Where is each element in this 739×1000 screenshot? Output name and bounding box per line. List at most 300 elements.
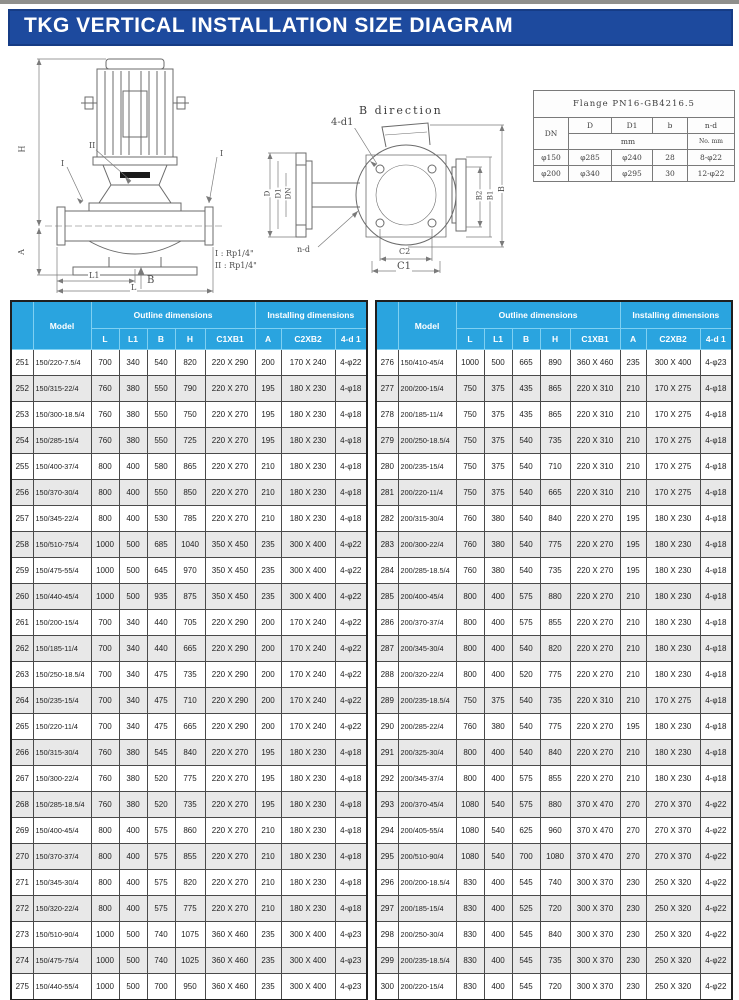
cell: 750 <box>456 480 484 506</box>
cell: 220 X 270 <box>205 896 255 922</box>
cell: 665 <box>175 714 205 740</box>
table-row <box>11 688 367 714</box>
cell: 210 <box>255 454 281 480</box>
cell: 1000 <box>91 584 119 610</box>
cell: 500 <box>119 532 147 558</box>
cell: 300 X 400 <box>646 350 700 376</box>
cell: 280 <box>376 454 398 480</box>
cell: 200/235-18.5/4 <box>398 688 456 714</box>
cell: 200/315-30/4 <box>398 506 456 532</box>
cell: 290 <box>376 714 398 740</box>
cell: 440 <box>147 610 175 636</box>
cell: 400 <box>484 740 512 766</box>
cell: 180 X 230 <box>646 532 700 558</box>
cell: 340 <box>119 636 147 662</box>
cell: 210 <box>620 480 646 506</box>
table-row <box>11 792 367 818</box>
cell: 252 <box>11 376 33 402</box>
cell: 880 <box>540 584 570 610</box>
cell: 210 <box>620 662 646 688</box>
header-row <box>376 301 732 329</box>
cell: 700 <box>91 662 119 688</box>
cell: 256 <box>11 480 33 506</box>
cell: 150/475-75/4 <box>33 948 91 974</box>
cell: 4-φ18 <box>335 896 367 922</box>
table-row <box>376 610 732 636</box>
table-row <box>376 948 732 974</box>
cell: 300 X 370 <box>570 870 620 896</box>
b-direction-drawing <box>258 95 508 285</box>
cell: 220 X 290 <box>205 714 255 740</box>
cell: 220 X 270 <box>205 428 255 454</box>
cell: 200/220-11/4 <box>398 480 456 506</box>
cell: 380 <box>119 376 147 402</box>
cell: 1040 <box>175 532 205 558</box>
dim-label-b2: B2 <box>475 190 484 201</box>
table-row <box>376 402 732 428</box>
cell: 710 <box>540 454 570 480</box>
table-row <box>11 740 367 766</box>
cell: 235 <box>255 558 281 584</box>
cell: 435 <box>512 376 540 402</box>
cell: 760 <box>456 506 484 532</box>
cell: 760 <box>91 376 119 402</box>
col-l1: L1 <box>119 329 147 350</box>
cell: 1000 <box>91 922 119 948</box>
cell: 400 <box>484 948 512 974</box>
cell: 4-φ22 <box>700 922 732 948</box>
cell: 4-φ22 <box>335 350 367 376</box>
cell: 4-φ18 <box>700 532 732 558</box>
col-l: L <box>91 329 119 350</box>
cell: 735 <box>540 558 570 584</box>
cell: 700 <box>91 636 119 662</box>
cell: 800 <box>456 610 484 636</box>
cell: 4-φ22 <box>335 558 367 584</box>
cell: 180 X 230 <box>281 506 335 532</box>
table-row <box>11 844 367 870</box>
cell: 270 X 370 <box>646 818 700 844</box>
cell: 785 <box>175 506 205 532</box>
table-row <box>534 118 735 134</box>
cell: 200/325-30/4 <box>398 740 456 766</box>
col-header-dn: DN <box>534 118 569 150</box>
cell: 740 <box>147 922 175 948</box>
dim-label-d: D <box>263 190 272 197</box>
scan-edge <box>0 0 739 4</box>
table-row <box>11 974 367 1000</box>
cell: 270 <box>620 792 646 818</box>
cell: 375 <box>484 480 512 506</box>
table-row <box>376 896 732 922</box>
table-row <box>11 896 367 922</box>
cell: 200/510-90/4 <box>398 844 456 870</box>
cell: 150/400-45/4 <box>33 818 91 844</box>
cell: 200/185-11/4 <box>398 402 456 428</box>
cell: 4-φ22 <box>700 948 732 974</box>
cell: 210 <box>620 740 646 766</box>
cell: 150/370-30/4 <box>33 480 91 506</box>
cell: 150/410-45/4 <box>398 350 456 376</box>
cell: 380 <box>484 714 512 740</box>
cell: 775 <box>540 532 570 558</box>
cell: 4-φ18 <box>700 584 732 610</box>
cell: 180 X 230 <box>281 428 335 454</box>
cell: 380 <box>119 792 147 818</box>
cell: 700 <box>512 844 540 870</box>
cell: 150/400-37/4 <box>33 454 91 480</box>
cell: 520 <box>147 766 175 792</box>
cell: 735 <box>175 792 205 818</box>
table-row <box>11 350 367 376</box>
cell: 220 X 310 <box>570 402 620 428</box>
cell: 440 <box>147 636 175 662</box>
table-row <box>11 948 367 974</box>
cell: 4-φ22 <box>700 896 732 922</box>
dim-label-nd: n-d <box>297 245 310 254</box>
cell: 540 <box>147 350 175 376</box>
cell: 220 X 270 <box>205 402 255 428</box>
cell: 370 X 470 <box>570 844 620 870</box>
cell: 4-φ18 <box>335 480 367 506</box>
table-row <box>534 150 735 166</box>
flange-table-title: Flange PN16-GB4216.5 <box>534 91 735 118</box>
cell: 500 <box>119 974 147 1000</box>
table-row <box>376 428 732 454</box>
cell: 4-φ18 <box>700 688 732 714</box>
cell: 300 X 400 <box>281 584 335 610</box>
cell: 545 <box>512 948 540 974</box>
cell: 265 <box>11 714 33 740</box>
cell: 540 <box>512 480 540 506</box>
table-row <box>376 844 732 870</box>
cell: 375 <box>484 376 512 402</box>
cell: 540 <box>512 636 540 662</box>
table-row <box>11 480 367 506</box>
cell: φ285 <box>569 150 612 166</box>
cell: 850 <box>175 480 205 506</box>
cell: 820 <box>540 636 570 662</box>
cell: 580 <box>147 454 175 480</box>
dim-label-l1: L1 <box>89 271 100 280</box>
cell: 750 <box>456 428 484 454</box>
cell: 195 <box>620 532 646 558</box>
cell: 4-φ18 <box>700 428 732 454</box>
cell: 4-φ23 <box>335 948 367 974</box>
cell: 291 <box>376 740 398 766</box>
dim-label-h: H <box>17 145 27 153</box>
table-row <box>376 922 732 948</box>
cell: 180 X 230 <box>281 844 335 870</box>
cell: 273 <box>11 922 33 948</box>
col-a: A <box>620 329 646 350</box>
cell: 170 X 240 <box>281 688 335 714</box>
cell: 800 <box>91 844 119 870</box>
cell: 220 X 310 <box>570 376 620 402</box>
cell: 340 <box>119 714 147 740</box>
cell: 300 <box>376 974 398 1000</box>
dim-label-c1: C1 <box>397 261 412 272</box>
cell: 288 <box>376 662 398 688</box>
cell: 575 <box>147 870 175 896</box>
cell: 195 <box>255 428 281 454</box>
cell: 4-φ22 <box>335 584 367 610</box>
cell: 250 X 320 <box>646 974 700 1000</box>
port-label-ii: II <box>89 141 96 150</box>
cell: φ150 <box>534 150 569 166</box>
cell: 4-φ18 <box>700 506 732 532</box>
cell: 195 <box>620 506 646 532</box>
bolt-hole-label: 4-d1 <box>331 117 354 128</box>
cell: 4-φ18 <box>700 402 732 428</box>
cell: 200/405-55/4 <box>398 818 456 844</box>
cell: 575 <box>147 896 175 922</box>
cell: 270 <box>620 818 646 844</box>
cell: 400 <box>119 896 147 922</box>
cell: 1080 <box>456 792 484 818</box>
cell: 800 <box>456 584 484 610</box>
cell: 285 <box>376 584 398 610</box>
cell: 4-φ22 <box>700 870 732 896</box>
cell: 180 X 230 <box>646 740 700 766</box>
thread-notes <box>215 248 257 272</box>
cell: 200 <box>255 688 281 714</box>
cell: 200/285-22/4 <box>398 714 456 740</box>
cell: 266 <box>11 740 33 766</box>
cell: 775 <box>540 714 570 740</box>
cell: 300 X 400 <box>281 532 335 558</box>
cell: 760 <box>91 402 119 428</box>
cell: 195 <box>255 376 281 402</box>
cell: 750 <box>456 376 484 402</box>
table-row <box>11 922 367 948</box>
col-header-nd: n-d <box>688 118 735 134</box>
cell: 400 <box>119 870 147 896</box>
cell: 380 <box>119 740 147 766</box>
cell: 4-φ18 <box>335 792 367 818</box>
col-h: H <box>540 329 570 350</box>
cell: 4-φ22 <box>700 792 732 818</box>
cell: 180 X 230 <box>281 480 335 506</box>
size-table-left-body <box>11 350 367 1000</box>
col-b: B <box>147 329 175 350</box>
cell: 340 <box>119 662 147 688</box>
cell: 800 <box>456 662 484 688</box>
cell: 4-φ22 <box>335 610 367 636</box>
cell: 283 <box>376 532 398 558</box>
cell: 150/345-30/4 <box>33 870 91 896</box>
cell: 272 <box>11 896 33 922</box>
cell: 220 X 270 <box>205 454 255 480</box>
cell: 220 X 290 <box>205 688 255 714</box>
table-row <box>11 376 367 402</box>
cell: 800 <box>456 740 484 766</box>
table-row <box>376 740 732 766</box>
cell: 550 <box>147 376 175 402</box>
cell: 200/370-45/4 <box>398 792 456 818</box>
cell: 170 X 275 <box>646 480 700 506</box>
table-row <box>11 428 367 454</box>
table-row <box>11 558 367 584</box>
cell: 540 <box>512 532 540 558</box>
cell: 350 X 450 <box>205 558 255 584</box>
cell: 278 <box>376 402 398 428</box>
dim-label-d1: D1 <box>274 188 283 199</box>
table-row <box>376 792 732 818</box>
cell: 4-φ18 <box>700 662 732 688</box>
cell: 200/345-37/4 <box>398 766 456 792</box>
cell: 1080 <box>456 844 484 870</box>
cell: 4-φ22 <box>335 532 367 558</box>
cell: 545 <box>147 740 175 766</box>
cell: 4-φ18 <box>335 740 367 766</box>
cell: 195 <box>255 402 281 428</box>
dim-label-dn: DN <box>284 187 293 200</box>
col-c1xb1: C1XB1 <box>205 329 255 350</box>
cell: 340 <box>119 688 147 714</box>
cell: 840 <box>540 740 570 766</box>
cell: 195 <box>255 792 281 818</box>
cell: 855 <box>540 766 570 792</box>
table-row <box>11 636 367 662</box>
cell: 200 <box>255 636 281 662</box>
cell: 300 X 370 <box>570 922 620 948</box>
table-row <box>11 662 367 688</box>
table-row <box>11 714 367 740</box>
cell: 4-φ22 <box>335 636 367 662</box>
cell: 281 <box>376 480 398 506</box>
cell: 735 <box>540 428 570 454</box>
cell: 865 <box>540 402 570 428</box>
cell: 4-φ18 <box>335 766 367 792</box>
cell: 750 <box>456 402 484 428</box>
cell: 210 <box>620 454 646 480</box>
cell: 150/440-45/4 <box>33 584 91 610</box>
dim-label-b1: B1 <box>486 190 495 201</box>
cell: 800 <box>91 896 119 922</box>
dim-label-c2: C2 <box>399 247 411 256</box>
table-row <box>376 454 732 480</box>
cell: 220 X 270 <box>570 610 620 636</box>
cell: 195 <box>255 766 281 792</box>
cell: 220 X 290 <box>205 610 255 636</box>
cell: 1000 <box>91 948 119 974</box>
cell: 275 <box>11 974 33 1000</box>
table-row <box>11 532 367 558</box>
col-header-b: b <box>653 118 688 134</box>
cell: 195 <box>620 714 646 740</box>
cell: 294 <box>376 818 398 844</box>
cell: 254 <box>11 428 33 454</box>
cell: 735 <box>540 948 570 974</box>
b-direction-title: B direction <box>359 104 443 117</box>
cell: 840 <box>540 922 570 948</box>
cell: 28 <box>653 150 688 166</box>
cell: 298 <box>376 922 398 948</box>
cell: 250 X 320 <box>646 896 700 922</box>
cell: 12-φ22 <box>688 166 735 182</box>
cell: 220 X 310 <box>570 688 620 714</box>
cell: 270 X 370 <box>646 792 700 818</box>
cell: 935 <box>147 584 175 610</box>
cell: 720 <box>540 896 570 922</box>
cell: 575 <box>147 844 175 870</box>
cell: 293 <box>376 792 398 818</box>
cell: 150/315-22/4 <box>33 376 91 402</box>
cell: 375 <box>484 402 512 428</box>
cell: 180 X 230 <box>281 766 335 792</box>
cell: 800 <box>456 766 484 792</box>
table-row <box>376 870 732 896</box>
cell: 4-φ18 <box>700 636 732 662</box>
cell: 284 <box>376 558 398 584</box>
cell: 180 X 230 <box>646 766 700 792</box>
cell: 264 <box>11 688 33 714</box>
table-row <box>11 870 367 896</box>
cell: 220 X 270 <box>205 480 255 506</box>
col-l1: L1 <box>484 329 512 350</box>
cell: 575 <box>512 584 540 610</box>
cell: 210 <box>255 818 281 844</box>
cell: 760 <box>456 558 484 584</box>
cell: 200 <box>255 350 281 376</box>
cell: 4-φ18 <box>700 454 732 480</box>
cell: 400 <box>484 870 512 896</box>
cell: 500 <box>119 922 147 948</box>
cell: 270 X 370 <box>646 844 700 870</box>
cell: φ295 <box>612 166 653 182</box>
cell: 150/320-22/4 <box>33 896 91 922</box>
cell: 830 <box>456 948 484 974</box>
cell: 200 <box>255 714 281 740</box>
cell: 150/185-11/4 <box>33 636 91 662</box>
cell: 4-φ18 <box>700 480 732 506</box>
cell: 180 X 230 <box>281 870 335 896</box>
cell: 380 <box>119 402 147 428</box>
cell: 257 <box>11 506 33 532</box>
cell: 830 <box>456 974 484 1000</box>
cell: 180 X 230 <box>646 610 700 636</box>
cell: 400 <box>484 584 512 610</box>
cell: 220 X 310 <box>570 454 620 480</box>
cell: 299 <box>376 948 398 974</box>
cell: 271 <box>11 870 33 896</box>
cell: 540 <box>512 740 540 766</box>
cell: 200/185-15/4 <box>398 896 456 922</box>
cell: 220 X 270 <box>205 870 255 896</box>
cell: 540 <box>512 688 540 714</box>
cell: 685 <box>147 532 175 558</box>
cell: 220 X 290 <box>205 662 255 688</box>
cell: 740 <box>147 948 175 974</box>
cell: 150/250-18.5/4 <box>33 662 91 688</box>
installing-dimensions-header: Installing dimensions <box>620 301 732 329</box>
cell: 210 <box>255 896 281 922</box>
cell: 200 <box>255 662 281 688</box>
cell: 540 <box>512 428 540 454</box>
cell: 260 <box>11 584 33 610</box>
header-row <box>11 301 367 329</box>
col-header-d1: D1 <box>612 118 653 134</box>
cell: 200/320-22/4 <box>398 662 456 688</box>
cell: 270 <box>620 844 646 870</box>
cell: 545 <box>512 870 540 896</box>
table-row <box>376 636 732 662</box>
cell: 251 <box>11 350 33 376</box>
cell: 210 <box>255 480 281 506</box>
cell: 220 X 270 <box>570 506 620 532</box>
cell: φ240 <box>612 150 653 166</box>
